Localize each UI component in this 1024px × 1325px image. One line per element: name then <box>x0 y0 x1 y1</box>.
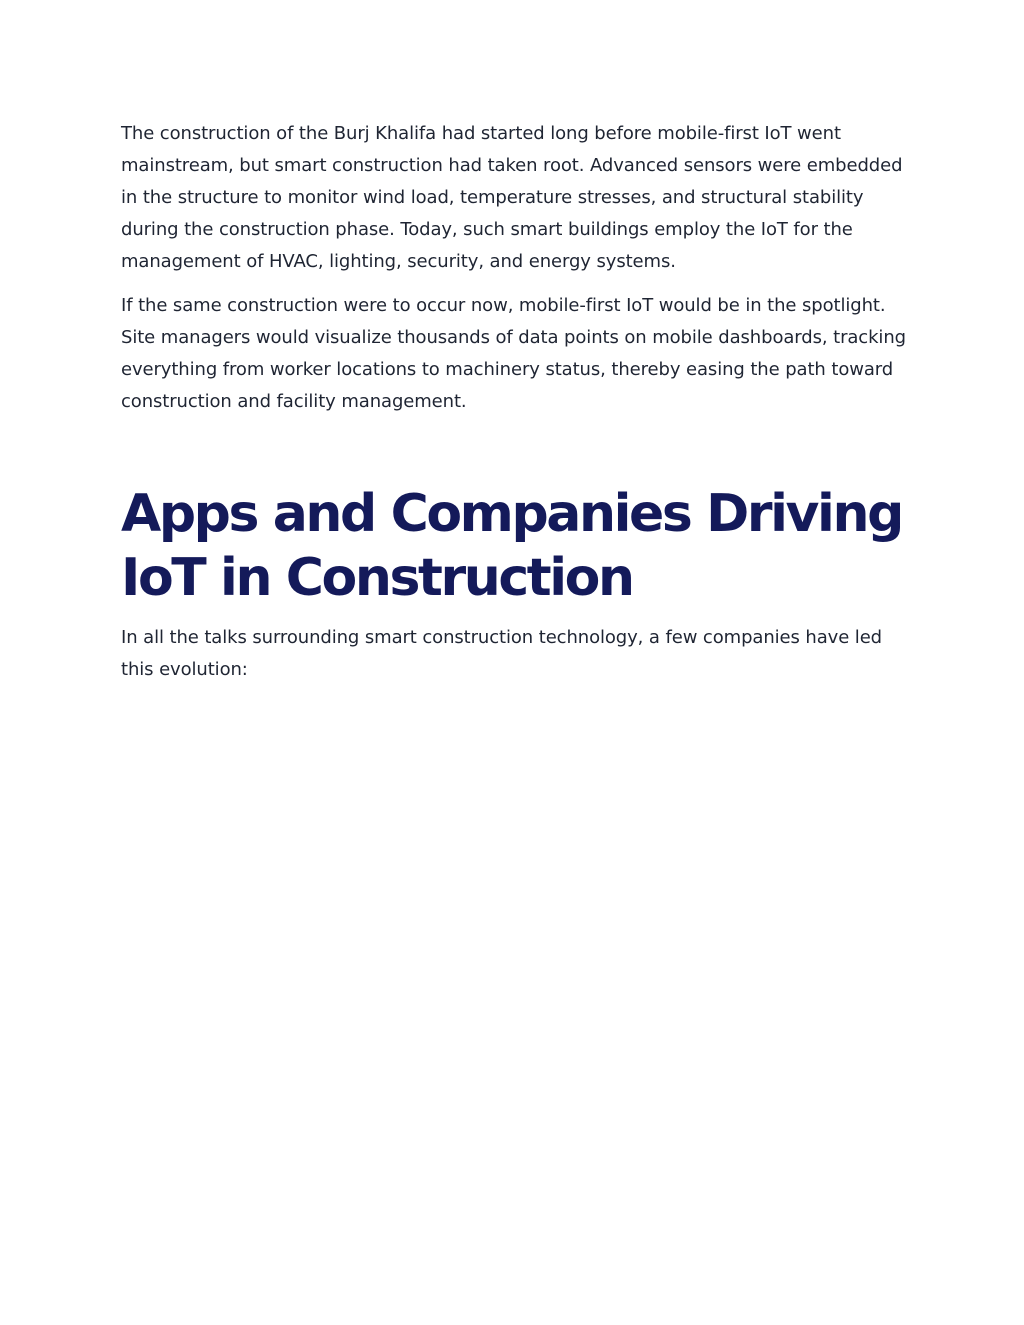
section-intro-paragraph: In all the talks surrounding smart construction technology, a few companies have led this evolution: <box>121 627 883 680</box>
body-paragraph: If the same construction were to occur now, mobile-first IoT would be in the spotlight. Site managers would visualize thousands of data points on mobile dashboards, tracking everything from worker locations to machinery status, thereby easing the path toward construction and facility management. <box>121 295 906 412</box>
section-heading: Apps and Companies Driving IoT in Construction <box>121 484 902 608</box>
article-body <box>121 118 911 686</box>
body-paragraph: The construction of the Burj Khalifa had started long before mobile-first IoT went mainstream, but smart construction had taken root. Advanced sensors were embedded in the structure to monitor wind load, temperature stresses, and structural stability during the construction phase. Today, such smart buildings employ the IoT for the management of HVAC, lighting, security, and energy systems. <box>121 123 903 272</box>
